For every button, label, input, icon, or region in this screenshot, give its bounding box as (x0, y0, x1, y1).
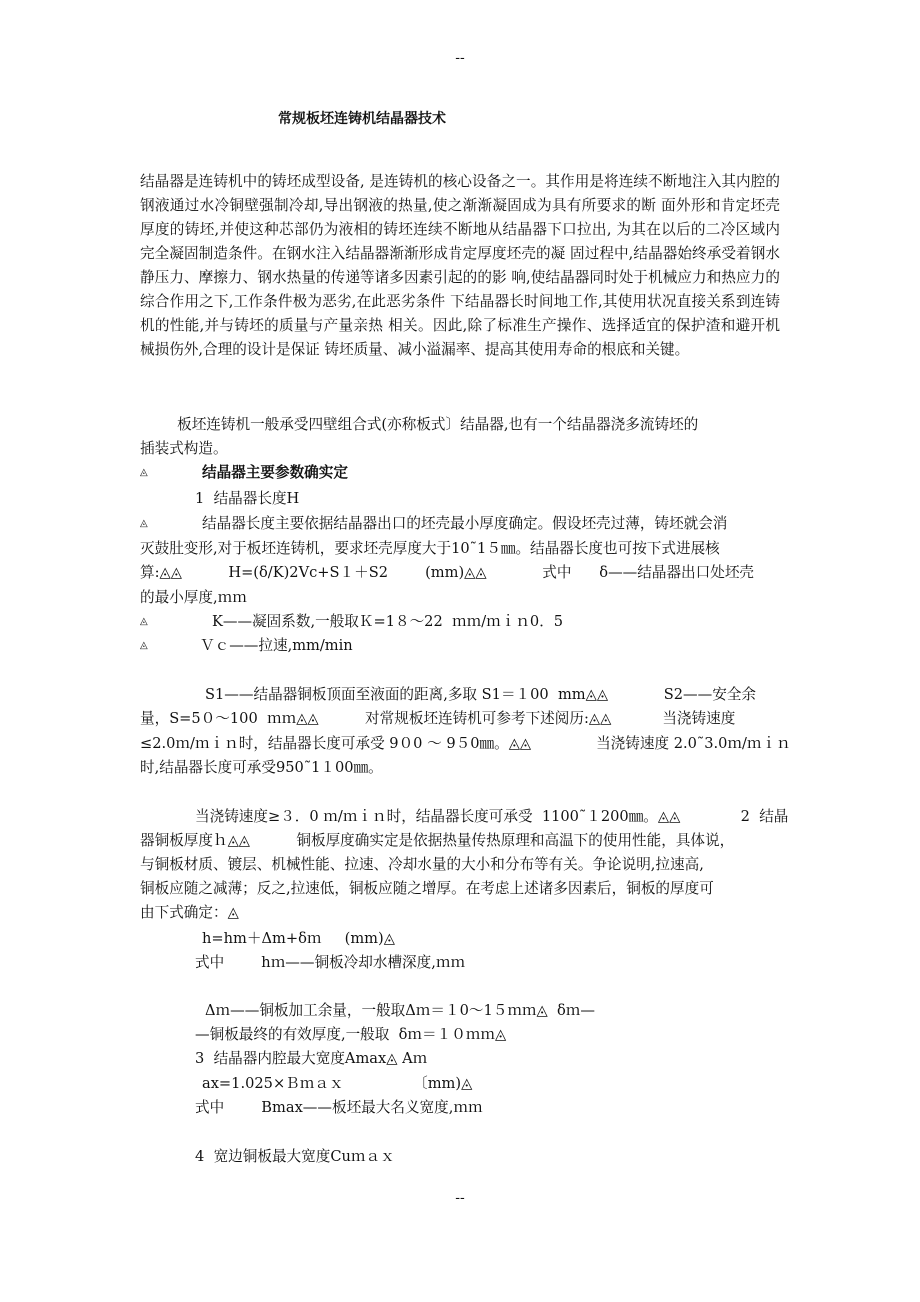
footer-marker: -- (455, 1190, 465, 1206)
section-heading: 结晶器主要参数确实定 (202, 464, 348, 481)
text-line: Ｖｃ——拉速,mm/min (200, 637, 353, 654)
text-line: 量，S=5０～100 ｍｍ◬◬ 对常规板坯连铸机可参考下述阅历:◬◬ 当浇铸速度 (140, 710, 736, 727)
bullet-icon: ◬ (140, 467, 148, 478)
formula-amax: ax=1.025×Ｂｍａｘ 〔mm)◬ (202, 1075, 473, 1092)
text-line: 与铜板材质、镀层、机械性能、拉速、冷却水量的大小和分布等有关。争论说明,拉速高, (140, 856, 704, 873)
text-line: 结晶器长度主要依据结晶器出口的坯壳最小厚度确定。假设坯壳过薄，铸坯就会消 (202, 515, 728, 532)
text-line: 3 结晶器内腔最大宽度Amax◬ Aｍ (195, 1050, 428, 1067)
text-line: 灭鼓肚变形,对于板坯连铸机，要求坯壳厚度大于10˜1５㎜。结晶器长度也可按下式进展核 (140, 540, 720, 557)
para2-line-2: 插装式构造。 (140, 440, 228, 457)
para2-line-1: 板坯连铸机一般承受四壁组合式(亦称板式〕结晶器,也有一个结晶器浇多流铸坯的 (140, 416, 699, 433)
text-line: K——凝固系数,一般取Ｋ=1８～22 ｍｍ/ｍｉｎ0．5 (212, 613, 564, 630)
text-line: 的最小厚度,ｍｍ (140, 589, 247, 606)
text-line: 器铜板厚度ｈ◬◬ 铜板厚度确实定是依据热量传热原理和高温下的使用性能，具体说， (140, 832, 735, 849)
text-line: 4 宽边铜板最大宽度Cuｍａｘ (195, 1148, 395, 1165)
text-line: 1 结晶器长度H (195, 490, 300, 507)
text-line: 式中 hｍ——铜板冷却水槽深度,ｍｍ (195, 954, 466, 971)
text-line: 由下式确定：◬ (140, 904, 239, 921)
header-marker: -- (455, 50, 465, 66)
bullet-icon: ◬ (140, 518, 148, 529)
bullet-icon: ◬ (140, 640, 148, 651)
text-line: 时,结晶器长度可承受950˜1１00㎜。 (140, 759, 383, 776)
text-line: Δｍ——铜板加工余量，一般取Δｍ＝１0～1５ｍｍ◬ δｍ— (205, 1002, 595, 1019)
text-line: 当浇铸速度≥３．0 ｍ/ｍｉｎ时，结晶器长度可承受 1100˜１200㎜。◬◬ 2 结晶 (195, 808, 789, 825)
text-line: ≤2.0ｍ/ｍｉｎ时，结晶器长度可承受 9０0 ～ 9５0㎜。◬◬ 当浇铸速度 2.0˜3.0ｍ/ｍｉｎ (140, 735, 791, 752)
bullet-icon: ◬ (140, 616, 148, 627)
page-title: 常规板坯连铸机结晶器技术 (278, 111, 446, 127)
text-line: S1——结晶器铜板顶面至液面的距离,多取 S1＝１00 mm◬◬ S2——安全余 (205, 686, 757, 703)
intro-paragraph: 结晶器是连铸机中的铸坯成型设备, 是连铸机的核心设备之一。其作用是将连续不断地注入其内腔的钢液通过水冷铜壁强制冷却,导出钢液的热量,使之渐渐凝固成为具有所要求的断 面外形和肯定坯壳厚度的铸坯,并使这种芯部仍为液相的铸坯连续不断地从结晶器下口拉出, 为其在以后的二冷区域内完全凝固制造条件。在钢水注入结晶器渐渐形成肯定厚度坯壳的凝 固过程中,结晶器始终承受着钢水静压力、摩擦力、钢水热量的传递等诸多因素引起的的影 响,使结晶器同时处于机械应力和热应力的综合作用之下,工作条件极为恶劣,在此恶劣条件 下结晶器长时间地工作,其使用状况直接关系到连铸机的性能,并与铸坯的质量与产量亲热 相关。因此,除了标准生产操作、选择适宜的保护渣和避开机械损伤外,合理的设计是保证 铸坯质量、减小溢漏率、提高其使用寿命的根底和关键。 (140, 173, 780, 358)
formula-h: h=hm＋Δm+δｍ (mm)◬ (202, 930, 395, 947)
text-line: 铜板应随之减薄；反之,拉速低，铜板应随之增厚。在考虑上述诸多因素后，铜板的厚度可 (140, 880, 714, 897)
text-line: 算:◬◬ H=(δ/K)2Vc+S１＋S2 (mm)◬◬ 式中 δ——结晶器出口处坯壳 (140, 564, 755, 581)
text-line: —铜板最终的有效厚度,一般取 δｍ＝１０ｍｍ◬ (195, 1026, 507, 1043)
text-line: 式中 Bmax——板坯最大名义宽度,ｍｍ (195, 1099, 483, 1116)
